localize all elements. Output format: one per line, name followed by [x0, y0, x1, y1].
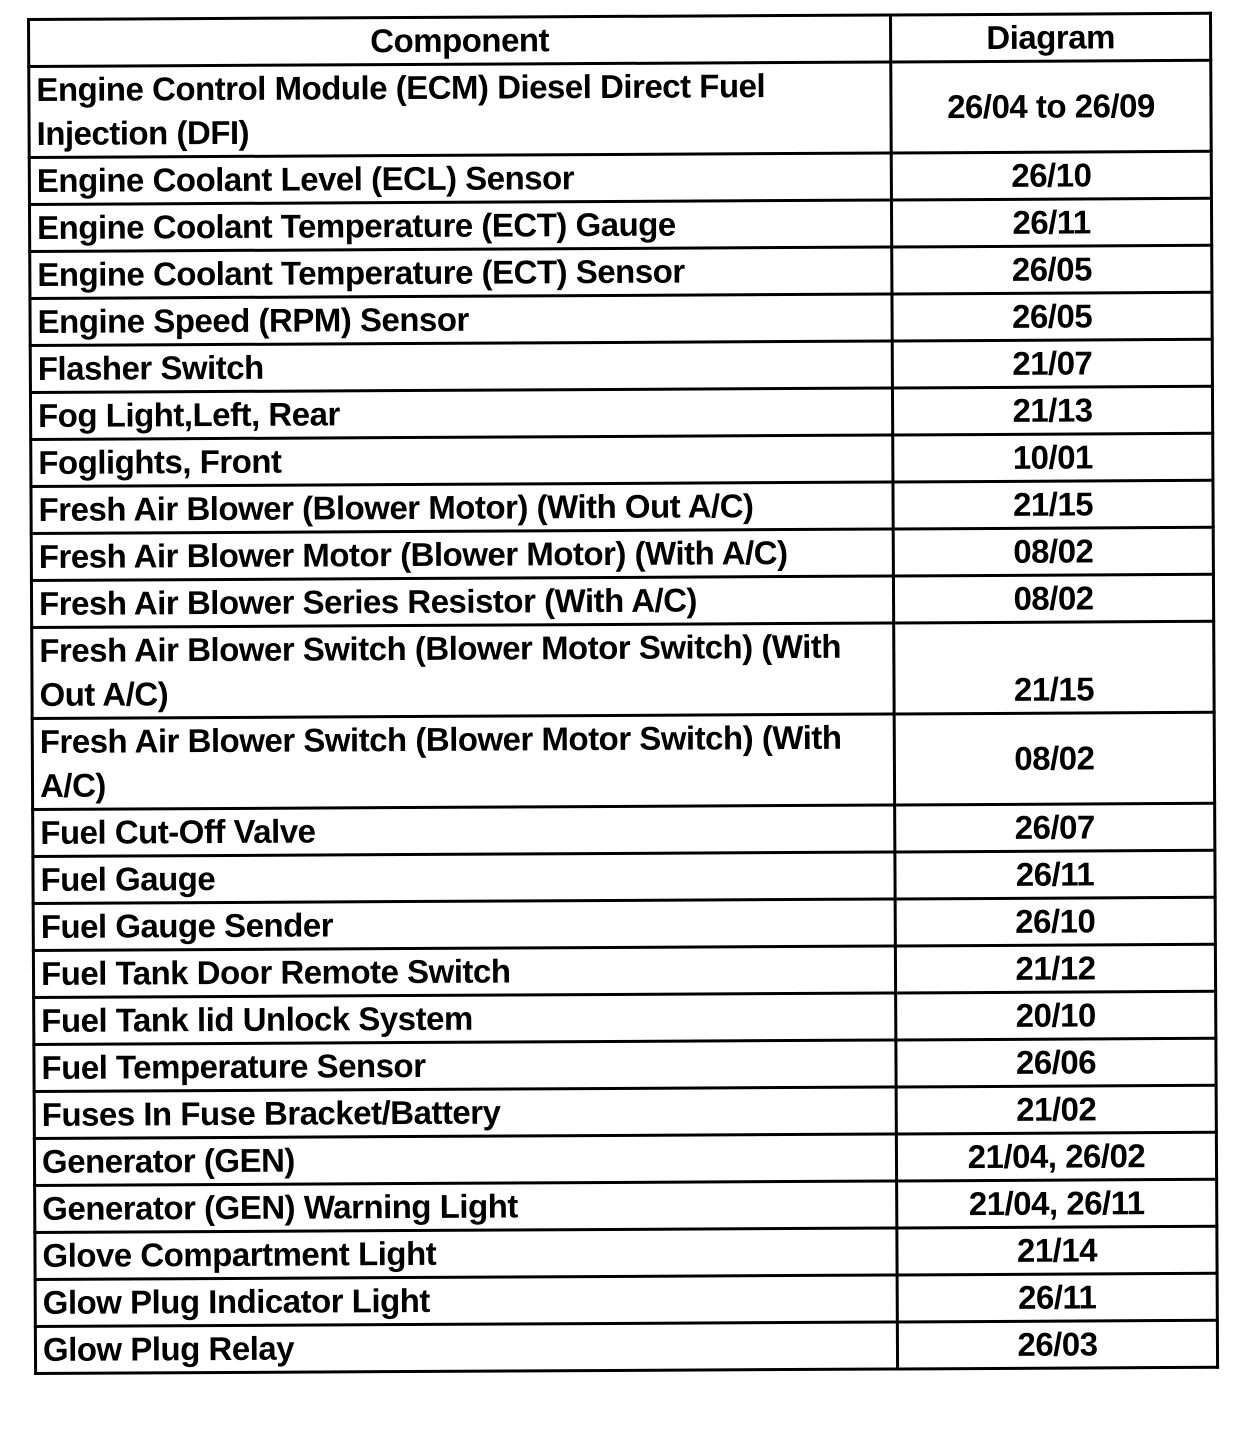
component-cell: Foglights, Front — [31, 435, 893, 487]
table-row — [35, 1320, 1217, 1373]
column-header-diagram: Diagram — [890, 13, 1210, 62]
table-row — [34, 1038, 1216, 1091]
diagram-cell: 26/11 — [897, 1273, 1217, 1322]
table-row — [33, 897, 1215, 950]
table-row — [29, 151, 1211, 204]
table-row — [33, 803, 1215, 856]
table-header-row — [29, 13, 1211, 66]
component-cell: Fuel Temperature Sensor — [34, 1040, 896, 1092]
table-row — [33, 944, 1215, 997]
diagram-cell: 08/02 — [894, 712, 1214, 805]
component-cell: Glow Plug Indicator Light — [35, 1275, 897, 1327]
diagram-cell: 26/10 — [891, 151, 1211, 200]
table-row — [31, 527, 1213, 580]
table-row — [31, 480, 1213, 533]
component-diagram-table — [27, 12, 1219, 1375]
component-cell: Engine Control Module (ECM) Diesel Direct Fuel Injection (DFI) — [29, 62, 891, 158]
diagram-cell: 21/14 — [897, 1226, 1217, 1275]
table-row — [30, 292, 1212, 345]
component-cell: Fresh Air Blower Switch (Blower Motor Switch) (With A/C) — [32, 714, 894, 810]
table-row — [29, 198, 1211, 251]
diagram-cell: 21/04, 26/11 — [897, 1179, 1217, 1228]
table-row — [31, 574, 1213, 627]
table-row — [30, 386, 1212, 439]
component-cell: Generator (GEN) — [34, 1134, 896, 1186]
component-cell: Generator (GEN) Warning Light — [35, 1181, 897, 1233]
column-header-component: Component — [29, 15, 891, 67]
diagram-cell: 26/07 — [895, 803, 1215, 852]
component-cell: Fog Light,Left, Rear — [30, 388, 892, 440]
diagram-cell: 21/15 — [893, 480, 1213, 529]
diagram-cell: 08/02 — [893, 527, 1213, 576]
component-cell: Engine Speed (RPM) Sensor — [30, 294, 892, 346]
diagram-cell: 21/04, 26/02 — [896, 1132, 1216, 1181]
table-row — [32, 712, 1214, 809]
table-row — [30, 245, 1212, 298]
table-row — [35, 1273, 1217, 1326]
table-row — [35, 1226, 1217, 1279]
diagram-cell: 21/07 — [892, 339, 1212, 388]
component-cell: Fuel Cut-Off Valve — [33, 805, 895, 857]
component-cell: Fresh Air Blower Switch (Blower Motor Switch) (With Out A/C) — [32, 623, 894, 719]
diagram-cell: 26/11 — [891, 198, 1211, 247]
diagram-cell: 26/03 — [897, 1320, 1217, 1369]
table-row — [35, 1179, 1217, 1232]
diagram-cell: 26/04 to 26/09 — [891, 60, 1211, 153]
component-cell: Fresh Air Blower Motor (Blower Motor) (With A/C) — [31, 529, 893, 581]
component-cell: Fuses In Fuse Bracket/Battery — [34, 1087, 896, 1139]
component-cell: Glove Compartment Light — [35, 1228, 897, 1280]
component-cell: Fresh Air Blower (Blower Motor) (With Out A/C) — [31, 482, 893, 534]
component-cell: Fresh Air Blower Series Resistor (With A/C) — [31, 576, 893, 628]
table-row — [32, 621, 1214, 718]
table-row — [29, 60, 1211, 157]
diagram-cell: 10/01 — [893, 433, 1213, 482]
diagram-cell: 08/02 — [893, 574, 1213, 623]
component-cell: Engine Coolant Temperature (ECT) Gauge — [29, 200, 891, 252]
component-cell: Flasher Switch — [30, 341, 892, 393]
table-row — [30, 339, 1212, 392]
diagram-cell: 26/11 — [895, 850, 1215, 899]
component-cell: Fuel Tank Door Remote Switch — [33, 946, 895, 998]
component-cell: Fuel Gauge — [33, 852, 895, 904]
diagram-cell: 26/06 — [896, 1038, 1216, 1087]
diagram-cell: 26/10 — [895, 897, 1215, 946]
diagram-cell: 21/13 — [892, 386, 1212, 435]
diagram-cell: 20/10 — [896, 991, 1216, 1040]
component-index-sheet — [27, 12, 1216, 1375]
table-row — [34, 1085, 1216, 1138]
diagram-cell: 21/15 — [894, 621, 1214, 714]
table-row — [33, 850, 1215, 903]
table-row — [34, 1132, 1216, 1185]
component-cell: Fuel Gauge Sender — [33, 899, 895, 951]
diagram-cell: 21/02 — [896, 1085, 1216, 1134]
table-row — [31, 433, 1213, 486]
component-cell: Glow Plug Relay — [35, 1322, 897, 1374]
component-cell: Engine Coolant Temperature (ECT) Sensor — [30, 247, 892, 299]
diagram-cell: 21/12 — [895, 944, 1215, 993]
diagram-cell: 26/05 — [892, 292, 1212, 341]
diagram-cell: 26/05 — [892, 245, 1212, 294]
component-cell: Engine Coolant Level (ECL) Sensor — [29, 153, 891, 205]
component-cell: Fuel Tank lid Unlock System — [34, 993, 896, 1045]
table-row — [34, 991, 1216, 1044]
